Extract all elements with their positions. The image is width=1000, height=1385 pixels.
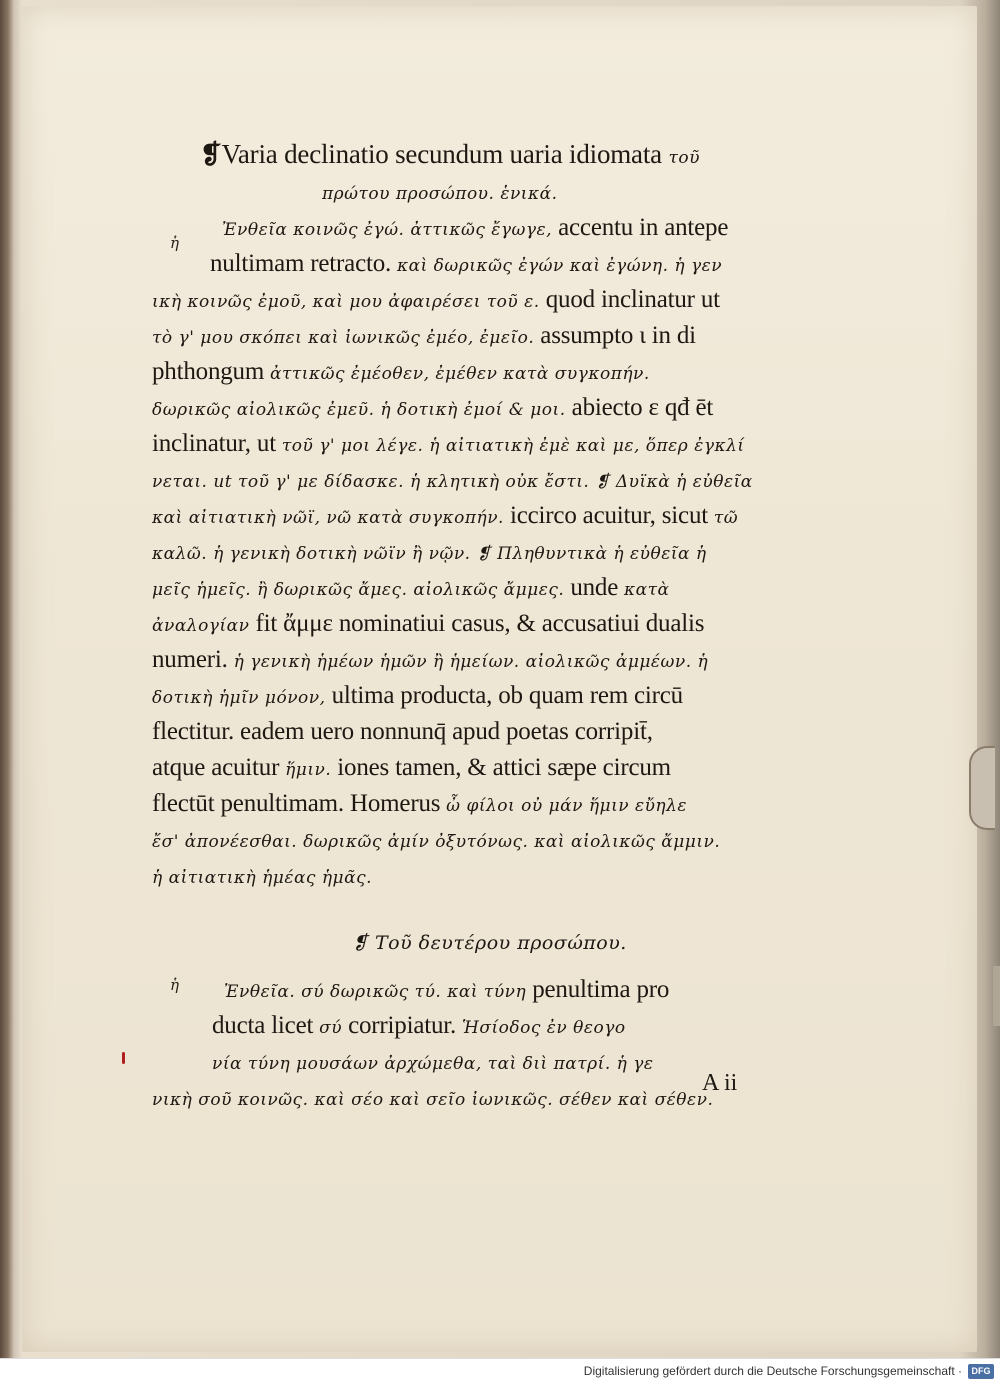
text-line: δοτικὴ ἡμῖν μόνον, ultima producta, ob quam rem circū	[152, 682, 683, 709]
page-clip	[969, 746, 995, 830]
pilcrow-icon: ❡	[200, 140, 222, 169]
text-line: δωρικῶς αἰολικῶς ἐμεῦ. ἡ δοτικὴ ἐμοί & μοι. abiecto ε qđ ēt	[152, 394, 714, 421]
text-line: ἀναλογίαν fit ἄμμε nominatiui casus, & accusatiui dualis	[152, 610, 705, 637]
funding-credit: Digitalisierung gefördert durch die Deutsche Forschungsgemeinschaft ·	[583, 1364, 962, 1378]
text-line: flectūt penultimam. Homerus ὦ φίλοι οὐ μάν ἥμιν εὔηλε	[152, 790, 688, 817]
text-line: μεῖς ἡμεῖς. ἢ δωρικῶς ἄμες. αἰολικῶς ἄμμες. unde κατὰ	[152, 574, 670, 601]
section-heading: ❡Varia declinatio secundum uaria idiomata τοῦ	[200, 139, 700, 169]
text-line: τὸ γ' μου σκόπει καὶ ἰωνικῶς ἐμέο, ἐμεῖο. assumpto ι in di	[152, 322, 696, 349]
dfg-logo-icon: DFG	[968, 1364, 994, 1379]
text-line: phthongum ἀττικῶς ἐμέοθεν, ἐμέθεν κατὰ συγκοπήν.	[152, 358, 650, 385]
section-heading-line2: πρώτου προσώπου. ἑνικά.	[322, 184, 558, 204]
text-line: ducta licet σύ corripiatur. Ἡσίοδος ἐν θεογο	[212, 1012, 626, 1039]
text-line: ἡ αἰτιατικὴ ἡμέας ἡμᾶς.	[152, 868, 372, 888]
page-edge-tab	[993, 966, 1000, 1026]
margin-note: ἡ	[170, 234, 179, 252]
section2-heading: ❡ Τοῦ δευτέρου προσώπου.	[352, 932, 627, 954]
margin-note: ἡ	[170, 976, 179, 994]
red-ink-mark	[122, 1052, 125, 1064]
text-line: inclinatur, ut τοῦ γ' μοι λέγε. ἡ αἰτιατικὴ ἐμὲ καὶ με, ὅπερ ἐγκλί	[152, 430, 745, 457]
text-line: ικὴ κοινῶς ἐμοῦ, καὶ μου ἀφαιρέσει τοῦ ε. quod inclinatur ut	[152, 286, 720, 313]
text-line: νεται. ut τοῦ γ' με δίδασκε. ἡ κλητικὴ οὐκ ἔστι. ❡ Δυϊκὰ ἡ εὐθεῖα	[152, 472, 753, 492]
text-line: atque acuitur ἥμιν. iones tamen, & attici sæpe circum	[152, 754, 671, 781]
text-line: καλῶ. ἡ γενικὴ δοτικὴ νῶϊν ἢ νῷν. ❡ Πληθυντικὰ ἡ εὐθεῖα ἡ	[152, 544, 707, 564]
text-line: ἔσ' ἀπονέεσθαι. δωρικῶς ἀμίν ὀξυτόνως. καὶ αἰολικῶς ἄμμιν.	[152, 832, 721, 852]
text-line: Ἐνθεῖα κοινῶς ἐγώ. ἀττικῶς ἔγωγε, accentu in antepe	[222, 214, 729, 241]
text-line: flectitur. eadem uero nonnunq̄ apud poetas corripit̄,	[152, 718, 653, 745]
book-page	[22, 6, 977, 1352]
text-line: καὶ αἰτιατικὴ νῶϊ, νῶ κατὰ συγκοπήν. iccirco acuitur, sicut τῶ	[152, 502, 739, 529]
text-line: nultimam retracto. καὶ δωρικῶς ἐγών καὶ ἐγώνη. ἡ γεν	[210, 250, 723, 277]
signature-mark: A ii	[702, 1070, 738, 1096]
text-line: νία τύνη μουσάων ἀρχώμεθα, ταὶ διὶ πατρί. ἡ γε	[212, 1054, 654, 1074]
footer-bar	[0, 1358, 1000, 1385]
text-line: numeri. ἡ γενικὴ ἡμέων ἡμῶν ἢ ἡμείων. αἰολικῶς ἀμμέων. ἡ	[152, 646, 709, 673]
text-line: Ἐνθεῖα. σύ δωρικῶς τύ. καὶ τύνη penultima pro	[224, 976, 670, 1003]
text-line: νικὴ σοῦ κοινῶς. καὶ σέο καὶ σεῖο ἰωνικῶς. σέθεν καὶ σέθεν.	[152, 1090, 714, 1110]
